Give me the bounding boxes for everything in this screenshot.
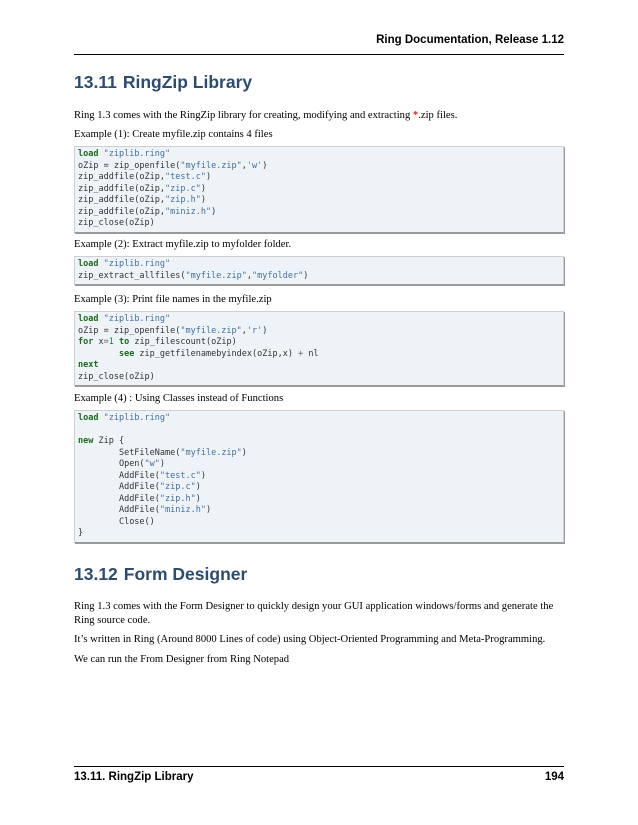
keyword: see <box>118 348 135 359</box>
code-block-example1 <box>74 146 564 233</box>
string: "myfile.zip" <box>185 270 247 281</box>
operator: + <box>298 348 304 359</box>
header-rule <box>74 54 564 55</box>
code-text: ) <box>303 270 309 281</box>
code-text: zip_addfile(oZip, <box>78 206 165 217</box>
string: "miniz.h" <box>165 206 212 217</box>
code-text: ) <box>262 160 268 171</box>
string: 'r' <box>246 325 263 336</box>
keyword: next <box>78 360 99 370</box>
code-text: nl <box>303 348 319 359</box>
operator: = <box>103 337 109 347</box>
page-number: 194 <box>544 771 564 783</box>
code-text: ) <box>262 325 268 336</box>
keyword: new <box>78 436 94 446</box>
string: "myfile.zip" <box>180 160 242 171</box>
section-number: 13.11 <box>74 72 117 92</box>
string: "myfile.zip" <box>180 325 242 336</box>
string: "zip.c" <box>165 183 201 194</box>
example2-caption: Example (2): Extract myfile.zip to myfolder folder. <box>74 239 292 250</box>
code-text: ) <box>205 505 212 515</box>
code-block-example3 <box>74 311 564 386</box>
section-title: Form Designer <box>123 564 248 584</box>
section-title: RingZip Library <box>122 72 253 92</box>
intro-star: * <box>412 110 419 121</box>
form-designer-para-3: We can run the From Designer from Ring Notepad <box>74 654 290 665</box>
string: 'w' <box>246 160 263 171</box>
footer-section-label: 13.11. RingZip Library <box>74 771 194 783</box>
string: "zip.c" <box>159 482 196 492</box>
keyword: load <box>78 413 99 423</box>
keyword: load <box>78 259 99 269</box>
code-text: zip_addfile(oZip, <box>78 183 165 194</box>
code-text: zip_close(oZip) <box>78 371 155 382</box>
form-designer-para-2: It’s written in Ring (Around 8000 Lines of code) using Object-Oriented Programming and Meta-Programming. <box>74 634 546 645</box>
code-block-example2 <box>74 256 564 285</box>
code-text: Zip { <box>93 436 125 446</box>
code-text: zip_getfilenamebyindex(oZip,x) <box>134 348 299 359</box>
code-text: zip_filescount(oZip) <box>129 337 237 347</box>
keyword: for <box>78 337 94 347</box>
code-text: zip_extract_allfiles( <box>78 270 186 281</box>
string: "zip.h" <box>159 493 196 504</box>
code-block-example4 <box>74 410 564 543</box>
code-text: Open( <box>118 459 145 469</box>
intro-text-end: .zip files. <box>418 110 458 121</box>
string: "myfolder" <box>252 270 304 281</box>
code-text: Close() <box>118 516 155 527</box>
code-text: , <box>246 270 253 281</box>
code-text: zip_close(oZip) <box>78 218 155 228</box>
code-text: ) <box>159 459 166 469</box>
code-text: ) <box>195 493 201 504</box>
code-text: oZip = zip_openfile( <box>78 325 181 336</box>
code-text: AddFile( <box>118 482 160 492</box>
code-text: ) <box>195 482 201 492</box>
example1-caption: Example (1): Create myfile.zip contains 4 files <box>74 129 273 140</box>
footer-rule <box>74 766 564 767</box>
code-text: ) <box>205 172 212 182</box>
example4-caption: Example (4) : Using Classes instead of Functions <box>74 393 284 404</box>
code-text: oZip = zip_openfile( <box>78 160 181 171</box>
running-header: Ring Documentation, Release 1.12 <box>376 34 564 46</box>
string: "miniz.h" <box>159 505 206 515</box>
intro-text: Ring 1.3 comes with the RingZip library for creating, modifying and extracting <box>74 110 413 121</box>
keyword: load <box>78 314 99 324</box>
code-text: AddFile( <box>118 470 160 481</box>
code-text: , <box>241 325 247 336</box>
code-text: AddFile( <box>118 493 160 504</box>
number-literal: 1 <box>108 337 114 347</box>
code-text: ) <box>200 470 206 481</box>
keyword: to <box>118 337 130 347</box>
keyword: load <box>78 149 99 159</box>
string: "test.c" <box>159 470 201 481</box>
string: "myfile.zip" <box>180 447 242 458</box>
section-number: 13.12 <box>74 564 118 584</box>
code-text: ) <box>211 206 217 217</box>
string: "ziplib.ring" <box>103 259 171 269</box>
string: "ziplib.ring" <box>103 314 171 324</box>
string: "zip.h" <box>165 195 201 205</box>
code-text: , <box>241 160 247 171</box>
code-text: zip_addfile(oZip, <box>78 172 165 182</box>
code-text: } <box>78 528 84 538</box>
code-text: SetFileName( <box>118 447 181 458</box>
example3-caption: Example (3): Print file names in the myfile.zip <box>74 294 272 305</box>
section-heading-ringzip <box>74 72 252 93</box>
string: "ziplib.ring" <box>103 149 171 159</box>
section-heading-form-designer <box>74 564 247 585</box>
form-designer-para-1: Ring 1.3 comes with the Form Designer to quickly design your GUI application windows/forms and generate the Ring source code. <box>74 601 554 626</box>
ringzip-intro <box>74 109 564 123</box>
code-text: zip_addfile(oZip, <box>78 195 165 205</box>
string: "ziplib.ring" <box>103 413 171 423</box>
code-text: ) <box>241 447 247 458</box>
string: "w" <box>144 459 160 469</box>
string: "test.c" <box>165 172 206 182</box>
code-text: AddFile( <box>118 505 160 515</box>
code-text: ) <box>200 183 206 194</box>
code-text: x <box>93 337 104 347</box>
code-text: ) <box>200 195 206 205</box>
